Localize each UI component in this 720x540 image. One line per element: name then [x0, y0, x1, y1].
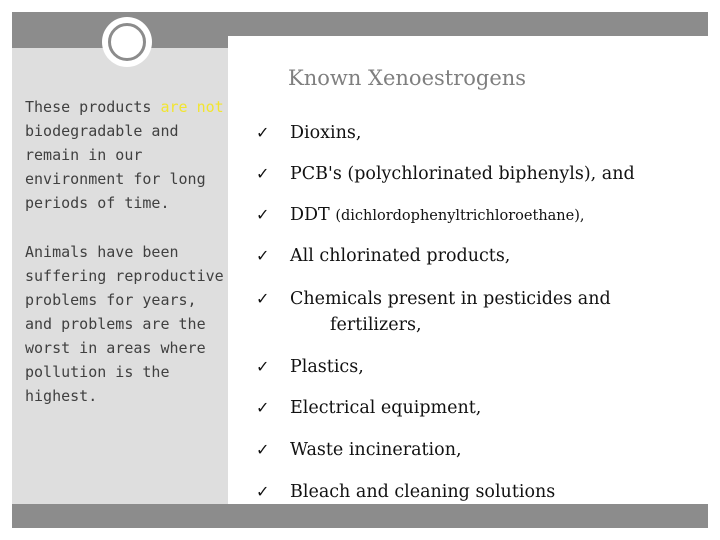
sidebar-p1-rest: biodegradable and remain in our environment for long periods of time. — [25, 122, 206, 212]
check-item-text: Plastics, — [290, 357, 364, 377]
check-icon: ✓ — [256, 164, 270, 183]
check-item-text: Bleach and cleaning solutions — [290, 482, 556, 502]
check-icon: ✓ — [256, 123, 270, 142]
chemicals-label: Chemicals present in pesticides and — [290, 289, 611, 309]
check-icon: ✓ — [256, 440, 270, 459]
check-item-text: All chlorinated products, — [290, 246, 511, 266]
check-item-text: Dioxins, — [290, 123, 362, 143]
check-icon: ✓ — [256, 398, 270, 417]
check-item-text: Waste incineration, — [290, 440, 462, 460]
sidebar-paragraph-2: Animals have been suffering reproductive problems for years, and problems are the worst in areas where pollution is the highest. — [25, 243, 224, 405]
sidebar-paragraph-1 — [25, 95, 225, 215]
check-icon: ✓ — [256, 482, 270, 501]
bottom-footer-bar — [12, 504, 708, 528]
slide-title: Known Xenoestrogens — [288, 66, 527, 90]
check-icon: ✓ — [256, 357, 270, 376]
ddt-label: DDT — [290, 205, 330, 225]
check-icon: ✓ — [256, 289, 270, 308]
ddt-detail: (dichlordophenyltrichloroethane), — [335, 208, 585, 224]
sidebar-highlight: are not — [160, 98, 224, 116]
check-icon: ✓ — [256, 205, 270, 224]
check-item-text: PCB's (polychlorinated biphenyls), and — [290, 164, 635, 184]
check-item-text: Electrical equipment, — [290, 398, 482, 418]
check-icon: ✓ — [256, 246, 270, 265]
check-item-text — [290, 286, 710, 338]
chemicals-continuation: fertilizers, — [330, 315, 422, 335]
check-item-text — [290, 202, 710, 229]
ring-icon — [108, 23, 146, 61]
sidebar-p1-start: These products — [25, 98, 161, 116]
